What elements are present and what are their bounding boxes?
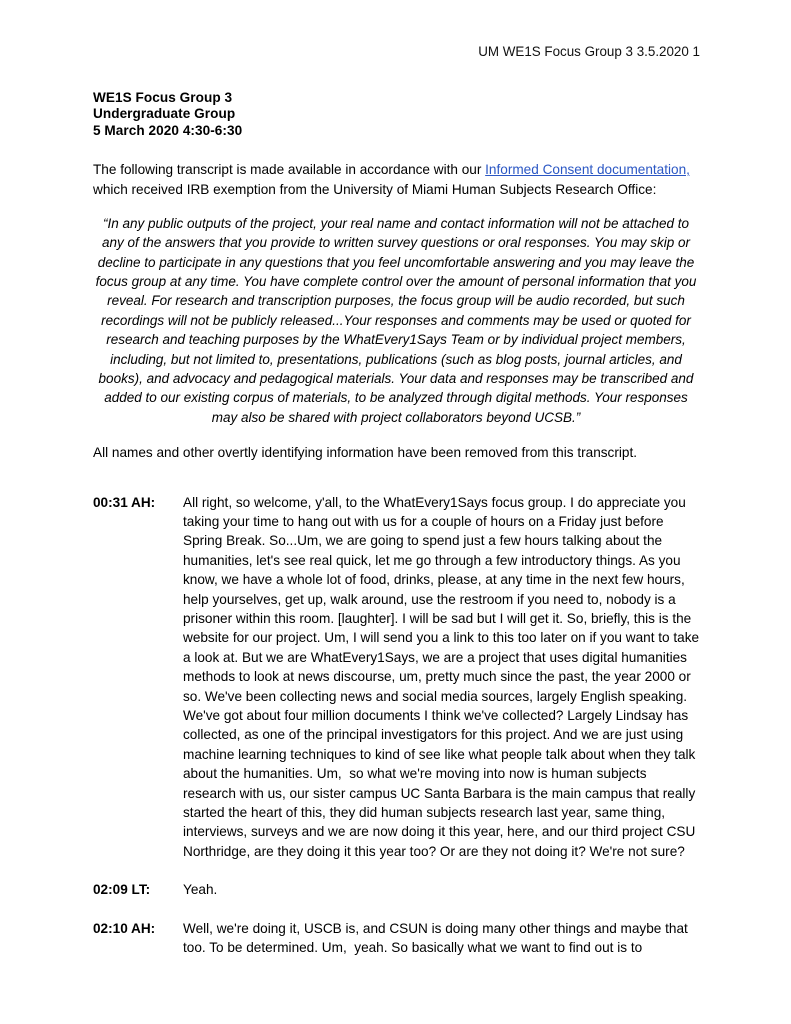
page-title bbox=[93, 90, 701, 139]
intro-paragraph bbox=[93, 160, 701, 199]
speaker-timestamp-label: 02:10 AH: bbox=[93, 920, 156, 936]
transcript-entry bbox=[93, 493, 701, 862]
utterance-text: All right, so welcome, y'all, to the WhatEvery1Says focus group. I do appreciate you taking your time to hang out with us for a couple of hours on a Friday just before Spring Break. So...Um, we are going to spend just a few hours talking about the humanities, let's see real quick, let me go through a few introductory things. As you know, we have a whole lot of food, drinks, please, at any time in the next few hours, help yourselves, get up, walk around, use the restroom if you need to, nobody is a prisoner within this room. [laughter]. I will be sad but I will get it. So, briefly, this is the website for our project. Um, I will send you a link to this too later on if you want to take a look at. But we are WhatEvery1Says, we are a project that uses digital humanities methods to look at news discourse, um, pretty much since the past, the year 2000 or so. We've been collecting news and social media sources, largely English speaking. We've got about four million documents I think we've collected? Largely Lindsay has collected, as one of the principal investigators for this project. And we are just using machine learning techniques to kind of see like what people talk about when they talk about the humanities. Um, so what we're moving into now is human subjects research with us, our sister campus UC Santa Barbara is the main campus that really started the heart of this, they did human subjects research last year, same thing, interviews, surveys and we are now doing it this year, here, and our third project CSU Northridge, are they doing it this year too? Or are they not doing it? We're not sure? bbox=[183, 494, 703, 859]
speaker-timestamp-label: 02:09 LT: bbox=[93, 882, 151, 898]
title-line-group: WE1S Focus Group 3 bbox=[93, 90, 233, 105]
speaker-timestamp-label: 00:31 AH: bbox=[93, 494, 156, 510]
consent-quote-block: “In any public outputs of the project, your real name and contact information will not be attached to any of the answers that you provide to written survey questions or oral responses. You may skip or decline to participate in any questions that you feel uncomfortable answering and you may leave the focus group at any time. You have complete control over the amount of personal information that you reveal. For research and transcription purposes, the focus group will be audio recorded, but such recordings will not be publicly released...Your responses and comments may be used or quoted for research and teaching purposes by the WhatEvery1Says Team or by individual project members, including, but not limited to, presentations, publications (such as blog posts, journal articles, and books), and advocacy and pedagogical materials. Your data and responses may be transcribed and added to our existing corpus of materials, to be analyzed through digital methods. Your responses may also be shared with project collaborators beyond UCSB.” bbox=[95, 215, 697, 425]
transcript-entry bbox=[93, 919, 701, 958]
transcript-entry bbox=[93, 880, 701, 899]
utterance-text: Well, we're doing it, USCB is, and CSUN is doing many other things and maybe that too. To be determined. Um, yeah. So basically what we want to find out is to bbox=[183, 920, 692, 956]
running-header: UM WE1S Focus Group 3 3.5.2020 1 bbox=[478, 44, 700, 59]
anonymization-note: All names and other overtly identifying information have been removed from this transcript. bbox=[93, 445, 638, 461]
utterance-text: Yeah. bbox=[183, 882, 218, 898]
transcript-list bbox=[93, 493, 701, 958]
intro-text-before-link: The following transcript is made available in accordance with our bbox=[93, 162, 486, 178]
document-body bbox=[93, 90, 701, 977]
title-line-subgroup: Undergraduate Group bbox=[93, 106, 236, 122]
title-line-date: 5 March 2020 4:30-6:30 bbox=[93, 122, 243, 138]
intro-text-after-link: which received IRB exemption from the University of Miami Human Subjects Research Office: bbox=[93, 181, 657, 197]
informed-consent-link[interactable]: Informed Consent documentation, bbox=[485, 162, 690, 178]
